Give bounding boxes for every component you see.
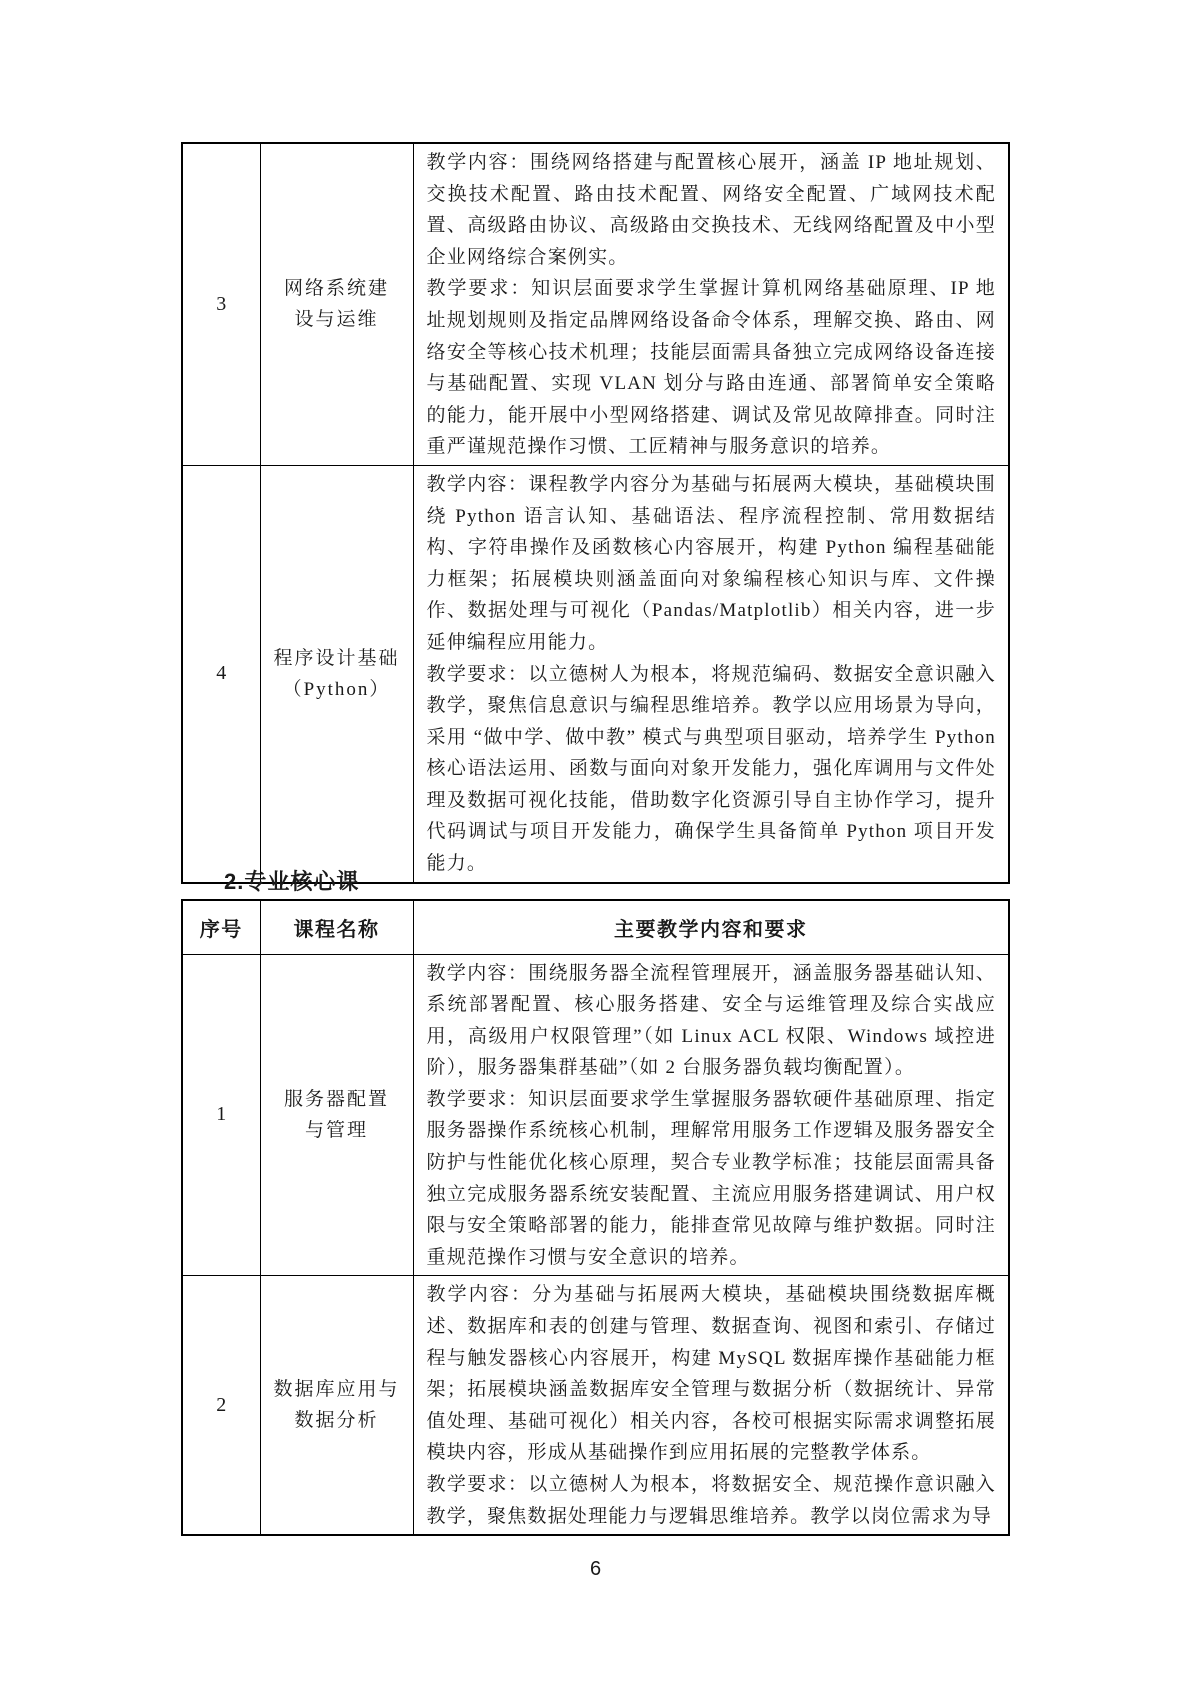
course-name [260, 1276, 413, 1535]
row-number: 1 [182, 954, 260, 1276]
teaching-requirements: 教学要求：知识层面要求学生掌握服务器软硬件基础原理、指定服务器操作系统核心机制，理解常用服务工作逻辑及服务器安全防护与性能优化核心原理，契合专业教学标准；技能层面需具备独立完成服务器系统安装配置、主流应用服务搭建调试、用户权限与安全策略部署的能力，能排查常见故障与维护数据。同时注重规范操作习惯与安全意识的培养。 [426, 1088, 996, 1268]
course-detail-cell [413, 1276, 1009, 1535]
course-detail-cell [413, 143, 1009, 465]
row-number: 2 [182, 1276, 260, 1535]
column-header-seq: 序号 [182, 900, 260, 954]
table-row [182, 954, 1009, 1276]
teaching-requirements: 教学要求：以立德树人为根本，将数据安全、规范操作意识融入教学，聚焦数据处理能力与逻辑思维培养。教学以岗位需求为导 [426, 1474, 996, 1527]
teaching-content: 教学内容：课程教学内容分为基础与拓展两大模块，基础模块围绕 Python 语言认知、基础语法、程序流程控制、常用数据结构、字符串操作及函数核心内容展开，构建 Python 编程基础能力框架；拓展模块则涵盖面向对象编程核心知识与库、文件操作、数据处理与可视化（Pandas/Matplotlib）相关内容，进一步延伸编程应用能力。 [426, 473, 996, 653]
row-number: 4 [182, 465, 260, 882]
course-name-line: （Python） [282, 678, 391, 700]
course-name-line: 数据库应用与 [273, 1379, 400, 1401]
table-row [182, 465, 1009, 882]
course-detail-cell [413, 465, 1009, 882]
core-course-table [181, 899, 1010, 1536]
table-header-row [182, 900, 1009, 954]
teaching-requirements: 教学要求：知识层面要求学生掌握计算机网络基础原理、IP 地址规划规则及指定品牌网络设备命令体系，理解交换、路由、网络安全等核心技术机理；技能层面需具备独立完成网络设备连接与基础配置、实现 VLAN 划分与路由连通、部署简单安全策略的能力，能开展中小型网络搭建、调试及常见故障排查。同时注重严谨规范操作习惯、工匠精神与服务意识的培养。 [426, 278, 996, 458]
teaching-requirements: 教学要求：以立德树人为根本，将规范编码、数据安全意识融入教学，聚焦信息意识与编程思维培养。教学以应用场景为导向，采用 “做中学、做中教” 模式与典型项目驱动，培养学生 Python 核心语法运用、函数与面向对象开发能力，强化库调用与文件处理及数据可视化技能，借助数字化资源引导自主协作学习，提升代码调试与项目开发能力，确保学生具备简单 Python 项目开发能力。 [426, 663, 996, 875]
teaching-content: 教学内容：围绕网络搭建与配置核心展开，涵盖 IP 地址规划、交换技术配置、路由技术配置、网络安全配置、广域网技术配置、高级路由协议、高级路由交换技术、无线网络配置及中小型企业网络综合案例实。 [426, 152, 996, 268]
course-name-line: 设与运维 [294, 309, 379, 331]
course-name [260, 465, 413, 882]
teaching-content: 教学内容：围绕服务器全流程管理展开，涵盖服务器基础认知、系统部署配置、核心服务搭建、安全与运维管理及综合实战应用，高级用户权限管理”（如 Linux ACL 权限、Windows 域控进阶），服务器集群基础”（如 2 台服务器负载均衡配置）。 [426, 962, 996, 1079]
course-name-line: 服务器配置 [283, 1088, 389, 1110]
section-heading: 2.专业核心课 [224, 869, 360, 894]
course-detail-cell [413, 954, 1009, 1276]
course-name-line: 数据分析 [294, 1410, 379, 1432]
table-row [182, 1276, 1009, 1535]
row-number: 3 [182, 143, 260, 465]
teaching-content: 教学内容：分为基础与拓展两大模块，基础模块围绕数据库概述、数据库和表的创建与管理、数据查询、视图和索引、存储过程与触发器核心内容展开，构建 MySQL 数据库操作基础能力框架；拓展模块涵盖数据库安全管理与数据分析（数据统计、异常值处理、基础可视化）相关内容，各校可根据实际需求调整拓展模块内容，形成从基础操作到应用拓展的完整教学体系。 [426, 1284, 996, 1464]
basic-course-table-continued [181, 142, 1010, 884]
page-number: 6 [589, 1558, 602, 1580]
course-name-line: 网络系统建 [283, 278, 389, 300]
column-header-course: 课程名称 [260, 900, 413, 954]
course-name-line: 程序设计基础 [273, 647, 400, 669]
table-row [182, 143, 1009, 465]
column-header-content: 主要教学内容和要求 [413, 900, 1009, 954]
course-name [260, 954, 413, 1276]
course-name-line: 与管理 [304, 1119, 368, 1141]
course-name [260, 143, 413, 465]
